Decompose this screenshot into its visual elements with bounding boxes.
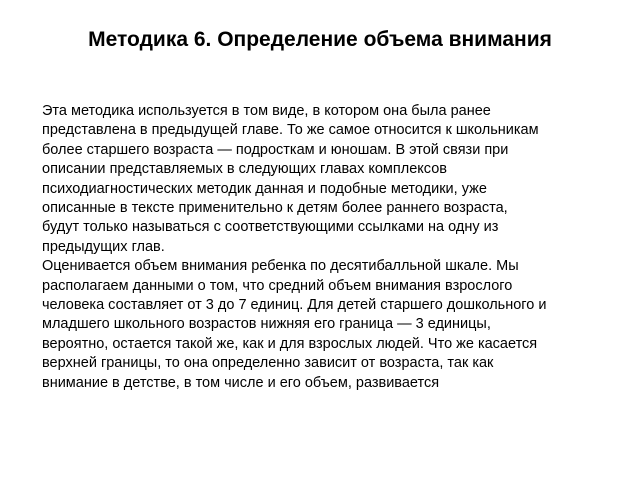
text-line: будут только называться с соответствующими ссылками на одну из [42,219,499,236]
slide-title: Методика 6. Определение объема внимания [88,28,552,51]
text-line: описанные в тексте применительно к детям более раннего возраста, [42,200,508,217]
text-line: предыдущих глав. [42,238,165,255]
text-line: внимание в детстве, в том числе и его объем, развивается [42,374,440,391]
text-line: верхней границы, то она определенно зависит от возраста, так как [42,355,494,372]
text-line: представлена в предыдущей главе. То же самое относится к школьникам [42,122,539,139]
text-line: описании представляемых в следующих главах комплексов [42,161,447,178]
text-line: Эта методика используется в том виде, в котором она была ранее [42,103,491,119]
text-line: младшего школьного возрастов нижняя его граница — 3 единицы, [42,316,491,333]
slide-body [42,102,612,393]
paragraph-1 [42,102,612,257]
text-line: Оценивается объем внимания ребенка по десятибалльной шкале. Мы [42,258,519,275]
text-line: психодиагностических методик данная и подобные методики, уже [42,180,487,197]
text-line: более старшего возраста — подросткам и юношам. В этой связи при [42,141,509,158]
text-line: вероятно, остается такой же, как и для взрослых людей. Что же касается [42,335,538,352]
paragraph-2 [42,257,612,393]
text-line: человека составляет от 3 до 7 единиц. Для детей старшего дошкольного и [42,297,547,314]
text-line: располагаем данными о том, что средний объем внимания взрослого [42,277,513,294]
